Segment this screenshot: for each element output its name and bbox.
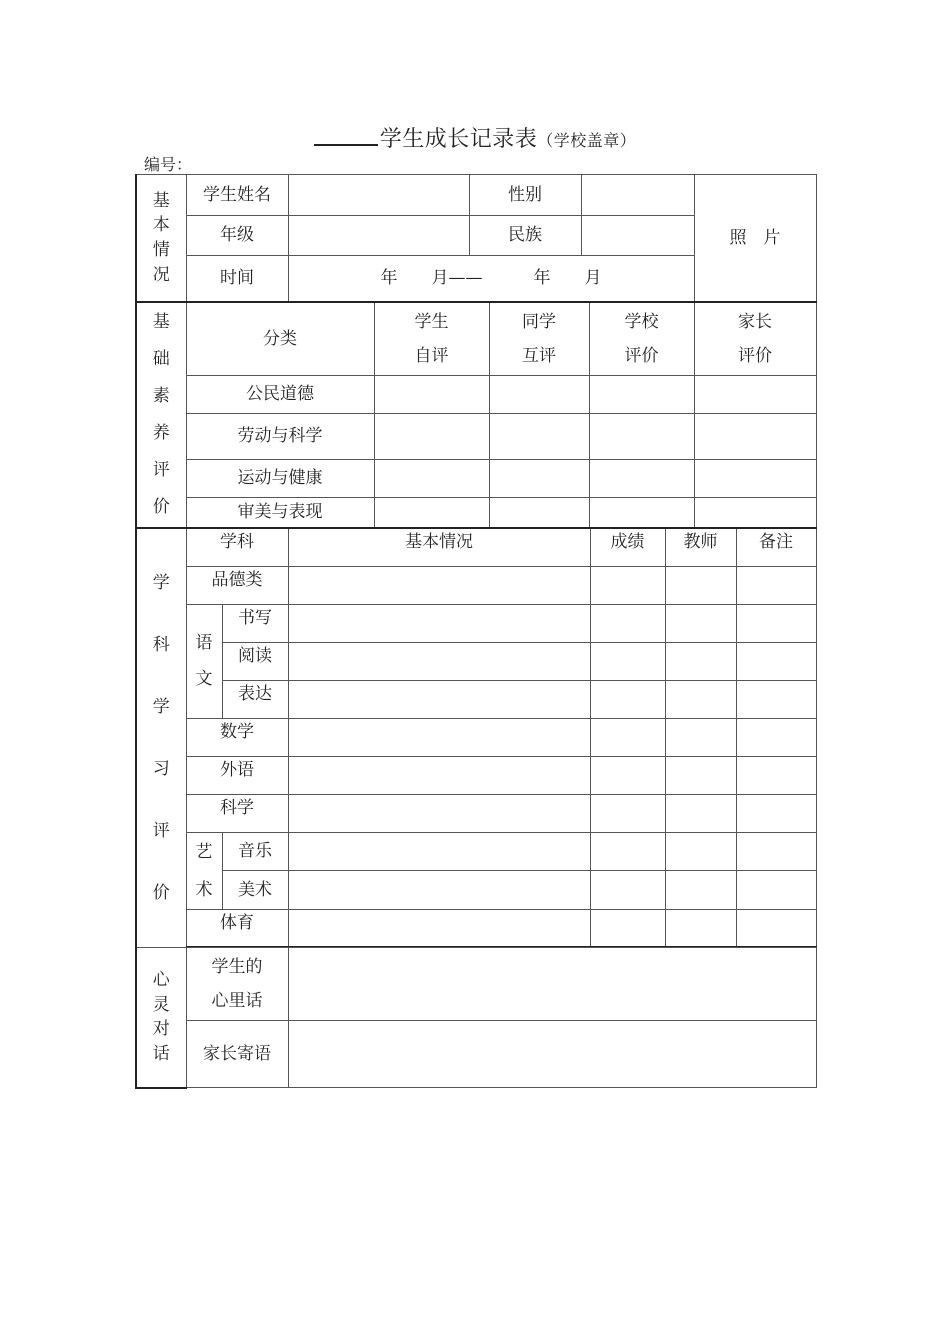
cell-input[interactable] [374,375,489,413]
cell-input[interactable] [590,566,665,604]
row-civic-morality: 公民道德 [186,375,374,413]
category-header: 分类 [186,302,374,375]
header-teacher: 教师 [665,528,736,566]
cell-input[interactable] [288,794,590,832]
cell-input[interactable] [665,566,736,604]
cell-input[interactable] [288,680,590,718]
cell-input[interactable] [736,718,816,756]
cell-input[interactable] [590,604,665,642]
cell-input[interactable] [665,794,736,832]
section-subject-eval: 学 科 学 习 评 价 [136,528,186,947]
student-name-field[interactable] [288,175,469,216]
cell-input[interactable] [590,832,665,871]
time-range-field[interactable]: 年 月—— 年 月 [288,256,694,302]
cell-input[interactable] [736,566,816,604]
group-chinese: 语 文 [186,604,222,718]
cell-input[interactable] [374,497,489,528]
gender-field[interactable] [581,175,694,216]
row-foreign-language: 外语 [186,756,288,794]
cell-input[interactable] [590,871,665,910]
basic-quality-table [135,301,817,529]
grade-label: 年级 [186,216,288,256]
row-music: 音乐 [222,832,288,871]
parent-words-label: 家长寄语 [186,1021,288,1088]
row-writing: 书写 [222,604,288,642]
row-math: 数学 [186,718,288,756]
cell-input[interactable] [694,375,816,413]
cell-input[interactable] [288,642,590,680]
cell-input[interactable] [288,871,590,910]
group-art: 艺 术 [186,832,222,909]
cell-input[interactable] [665,871,736,910]
cell-input[interactable] [736,604,816,642]
photo-box[interactable]: 照 片 [694,175,816,302]
col-self-eval: 学生 自评 [374,302,489,375]
time-label: 时间 [186,256,288,302]
document-title [0,122,950,153]
cell-input[interactable] [589,375,694,413]
cell-input[interactable] [489,497,589,528]
row-morality: 品德类 [186,566,288,604]
student-words-field[interactable] [288,948,816,1021]
row-sports-health: 运动与健康 [186,459,374,497]
cell-input[interactable] [288,909,590,947]
ethnicity-field[interactable] [581,216,694,256]
cell-input[interactable] [665,832,736,871]
col-parent-eval: 家长 评价 [694,302,816,375]
cell-input[interactable] [489,375,589,413]
serial-label: 编号： [144,155,193,174]
dialogue-table [135,947,817,1089]
cell-input[interactable] [694,459,816,497]
student-words-label: 学生的 心里话 [186,948,288,1021]
section-basic-quality: 基 础 素 养 评 价 [136,302,186,528]
col-peer-eval: 同学 互评 [489,302,589,375]
cell-input[interactable] [288,566,590,604]
title-note: （学校盖章） [537,131,637,150]
section-dialogue: 心 灵 对 话 [136,948,186,1088]
cell-input[interactable] [590,680,665,718]
cell-input[interactable] [590,756,665,794]
cell-input[interactable] [589,459,694,497]
cell-input[interactable] [665,756,736,794]
cell-input[interactable] [589,413,694,459]
cell-input[interactable] [589,497,694,528]
cell-input[interactable] [288,756,590,794]
cell-input[interactable] [665,604,736,642]
parent-words-field[interactable] [288,1021,816,1088]
cell-input[interactable] [288,718,590,756]
ethnicity-label: 民族 [469,216,581,256]
cell-input[interactable] [736,909,816,947]
cell-input[interactable] [590,718,665,756]
header-score: 成绩 [590,528,665,566]
cell-input[interactable] [736,642,816,680]
gender-label: 性别 [469,175,581,216]
cell-input[interactable] [694,497,816,528]
student-name-label: 学生姓名 [186,175,288,216]
cell-input[interactable] [665,680,736,718]
row-fine-arts: 美术 [222,871,288,910]
row-labor-science: 劳动与科学 [186,413,374,459]
cell-input[interactable] [374,459,489,497]
cell-input[interactable] [694,413,816,459]
row-expression: 表达 [222,680,288,718]
header-subject: 学科 [186,528,288,566]
section-basic-info: 基 本 情 况 [136,175,186,302]
row-pe: 体育 [186,909,288,947]
title-text: 学生成长记录表 [379,127,538,152]
cell-input[interactable] [736,871,816,910]
cell-input[interactable] [665,909,736,947]
cell-input[interactable] [590,642,665,680]
cell-input[interactable] [489,459,589,497]
cell-input[interactable] [736,832,816,871]
grade-field[interactable] [288,216,469,256]
cell-input[interactable] [665,718,736,756]
cell-input[interactable] [665,642,736,680]
cell-input[interactable] [288,604,590,642]
basic-info-table [135,174,817,302]
cell-input[interactable] [736,756,816,794]
cell-input[interactable] [590,794,665,832]
title-blank-line [314,124,378,146]
header-note: 备注 [736,528,816,566]
row-aesthetics: 审美与表现 [186,497,374,528]
col-school-eval: 学校 评价 [589,302,694,375]
row-science: 科学 [186,794,288,832]
cell-input[interactable] [288,832,590,871]
subject-eval-table [135,527,817,948]
cell-input[interactable] [736,794,816,832]
cell-input[interactable] [374,413,489,459]
cell-input[interactable] [736,680,816,718]
cell-input[interactable] [489,413,589,459]
row-reading: 阅读 [222,642,288,680]
header-basic-situation: 基本情况 [288,528,590,566]
cell-input[interactable] [590,909,665,947]
